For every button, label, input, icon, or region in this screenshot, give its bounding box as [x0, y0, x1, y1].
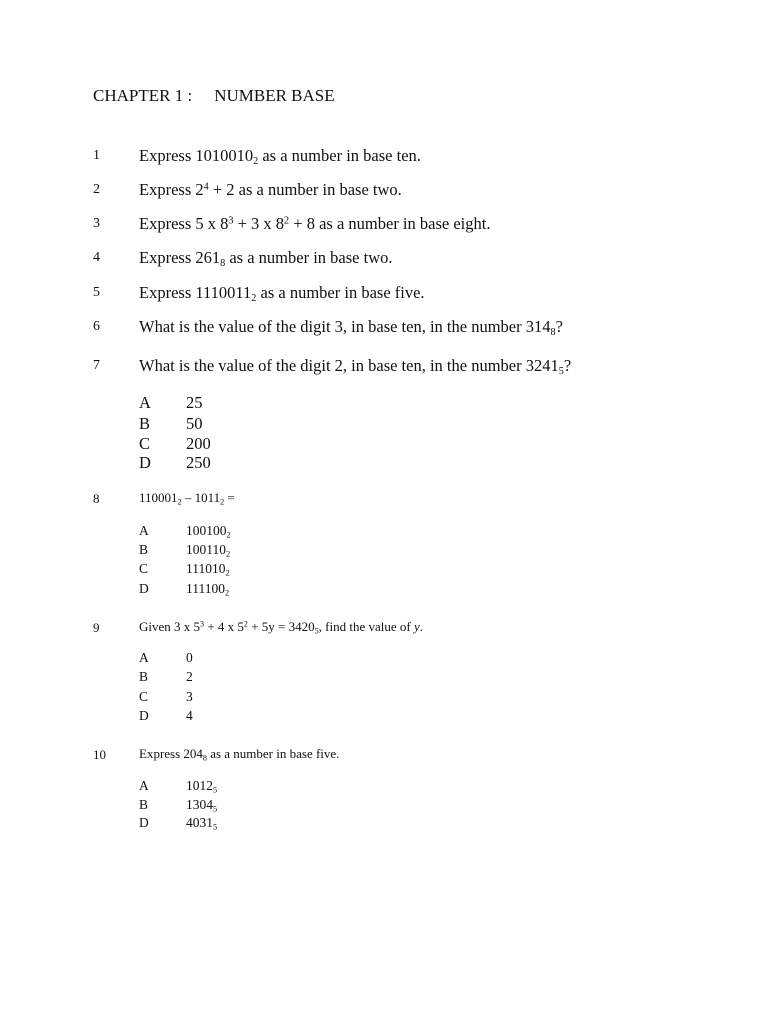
question-number: 1 [93, 148, 100, 163]
option-letter: A [139, 393, 151, 412]
option-value: 3 [186, 689, 193, 704]
answer-option [139, 581, 230, 598]
option-value: 250 [186, 453, 211, 472]
option-value: 25 [186, 393, 203, 412]
option-letter: D [139, 581, 149, 596]
answer-option [139, 650, 193, 666]
option-value: 4 [186, 708, 193, 723]
answer-option [139, 523, 231, 540]
answer-option [139, 453, 211, 473]
option-value: $111010_2$ [186, 561, 230, 578]
answer-option [139, 778, 218, 795]
question-text: $110001_2 - 1011_2$ = [139, 490, 235, 507]
answer-option [139, 561, 230, 578]
option-letter: A [139, 523, 149, 538]
option-letter: D [139, 815, 149, 830]
question-text: Express $2^4 + 2$ as a number in base two. [139, 180, 402, 199]
option-letter: C [139, 434, 151, 453]
question-number: 9 [93, 620, 100, 635]
question-number: 6 [93, 319, 100, 334]
option-letter: B [139, 797, 149, 812]
question-text: Express $1010010_2$ as a number in base ten. [139, 146, 421, 168]
option-value: 0 [186, 650, 193, 665]
answer-option [139, 393, 203, 413]
option-value: $100110_2$ [186, 542, 231, 559]
question-text: Express $261_8$ as a number in base two. [139, 248, 393, 270]
chapter-name: NUMBER BASE [214, 86, 335, 105]
option-letter: D [139, 453, 151, 472]
option-value: $4031_5$ [186, 815, 218, 832]
option-value: $1304_5$ [186, 797, 218, 814]
question-number: 5 [93, 285, 100, 300]
question-number: 4 [93, 250, 100, 265]
answer-option [139, 689, 193, 705]
option-value: $1012_5$ [186, 778, 218, 795]
option-value: 2 [186, 669, 193, 684]
answer-option [139, 434, 211, 454]
answer-option [139, 815, 218, 832]
question-number: 3 [93, 216, 100, 231]
question-number: 8 [93, 491, 100, 506]
answer-option [139, 797, 218, 814]
answer-option [139, 708, 193, 724]
option-letter: A [139, 650, 149, 665]
question-text: What is the value of the digit 3, in base ten, in the number $314_8$? [139, 317, 563, 339]
answer-option [139, 542, 231, 559]
option-value: $111100_2$ [186, 581, 230, 598]
question-number: 7 [93, 358, 100, 373]
page-title [93, 86, 335, 106]
question-text: Express 5 x $8^3 + 3$ x $8^2 + 8$ as a number in base eight. [139, 214, 491, 233]
option-letter: C [139, 689, 149, 704]
question-number: 2 [93, 182, 100, 197]
answer-option [139, 669, 193, 685]
option-letter: A [139, 778, 149, 793]
option-letter: B [139, 542, 149, 557]
question-text: Given 3 x $5^3 + 4$ x $5^2 + 5y = 3420_5$, find the value of y. [139, 619, 423, 636]
option-letter: B [139, 669, 149, 684]
option-letter: D [139, 708, 149, 723]
option-letter: C [139, 561, 149, 576]
question-text: What is the value of the digit 2, in base ten, in the number $3241_5$? [139, 356, 572, 378]
option-value: 200 [186, 434, 211, 453]
answer-option [139, 414, 203, 434]
question-text: Express $1110011_2$ as a number in base five. [139, 283, 425, 305]
option-value: $100100_2$ [186, 523, 231, 540]
option-letter: B [139, 414, 151, 433]
question-number: 10 [93, 747, 106, 762]
question-text: Express $204_8$ as a number in base five. [139, 746, 340, 763]
chapter-label: CHAPTER 1 : [93, 86, 193, 105]
option-value: 50 [186, 414, 203, 433]
